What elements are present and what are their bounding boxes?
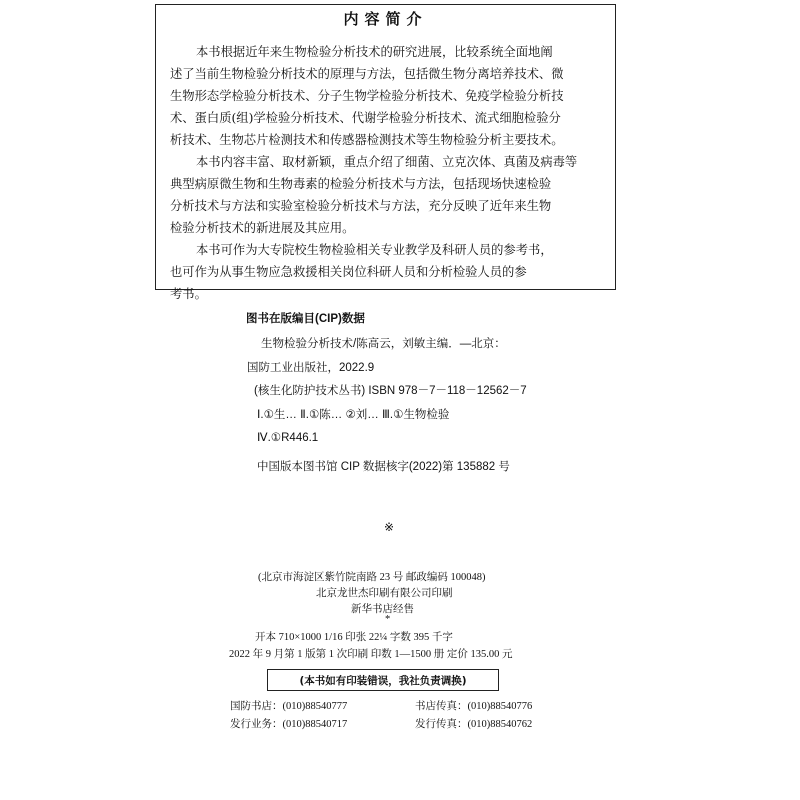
summary-line: 也可作为从事生物应急救援相关岗位科研人员和分析检验人员的参: [170, 265, 527, 279]
summary-line: 述了当前生物检验分析技术的原理与方法，包括微生物分离培养技术、微: [170, 67, 564, 81]
summary-line: 本书内容丰富、取材新颖，重点介绍了细菌、立克次体、真菌及病毒等: [196, 155, 578, 169]
distributor-line: 新华书店经售: [351, 604, 414, 615]
cip-publisher-line: 国防工业出版社，2022.9: [247, 362, 375, 374]
summary-line: 分析技术与方法和实验室检验分析技术与方法，充分反映了近年来生物: [170, 199, 552, 213]
contact-bookstore: 国防书店：(010)88540777: [230, 701, 348, 712]
summary-title: 内容简介: [343, 10, 428, 28]
cip-index-line: Ⅳ.①R446.1: [257, 432, 319, 444]
summary-line: 析技术、生物芯片检测技术和传感器检测技术等生物检验分析主要技术。: [170, 133, 564, 147]
cip-series-isbn-line: (核生化防护技术丛书) ISBN 978－7－118－12562－7: [254, 385, 527, 397]
separator-mark: ※: [384, 520, 395, 534]
summary-line: 典型病原微生物和生物毒素的检验分析技术与方法，包括现场快速检验: [170, 177, 552, 191]
cip-title-line: 生物检验分析技术/陈高云，刘敏主编．—北京：: [261, 338, 506, 350]
format-line: 开本 710×1000 1/16 印张 22¼ 字数 395 千字: [255, 632, 453, 643]
contact-store-fax: 书店传真：(010)88540776: [415, 701, 533, 712]
contact-business-fax: 发行传真：(010)88540762: [415, 719, 533, 730]
edition-line: 2022 年 9 月第 1 版第 1 次印刷 印数 1—1500 册 定价 135.00 元: [229, 649, 513, 660]
summary-line: 术、蛋白质(组)学检验分析技术、代谢学检验分析技术、流式细胞检验分: [170, 111, 561, 125]
summary-line: 本书可作为大专院校生物检验相关专业教学及科研人员的参考书，: [196, 243, 553, 257]
publisher-address: (北京市海淀区紫竹院南路 23 号 邮政编码 100048): [258, 572, 486, 583]
summary-line: 本书根据近年来生物检验分析技术的研究进展，比较系统全面地阐: [196, 45, 553, 59]
summary-line: 考书。: [170, 287, 207, 301]
contact-business: 发行业务：(010)88540717: [230, 719, 348, 730]
cip-heading: 图书在版编目(CIP)数据: [246, 313, 365, 325]
star-mark: *: [385, 614, 391, 625]
notice-text: (本书如有印装错误，我社负责调换): [299, 675, 467, 687]
cip-library-line: 中国版本图书馆 CIP 数据核字(2022)第 135882 号: [257, 461, 510, 473]
summary-line: 检验分析技术的新进展及其应用。: [170, 221, 355, 235]
summary-line: 生物形态学检验分析技术、分子生物学检验分析技术、免疫学检验分析技: [170, 89, 564, 103]
printer-line: 北京龙世杰印刷有限公司印刷: [316, 588, 453, 599]
cip-index-line: Ⅰ.①生… Ⅱ.①陈… ②刘… Ⅲ.①生物检验: [257, 409, 450, 421]
